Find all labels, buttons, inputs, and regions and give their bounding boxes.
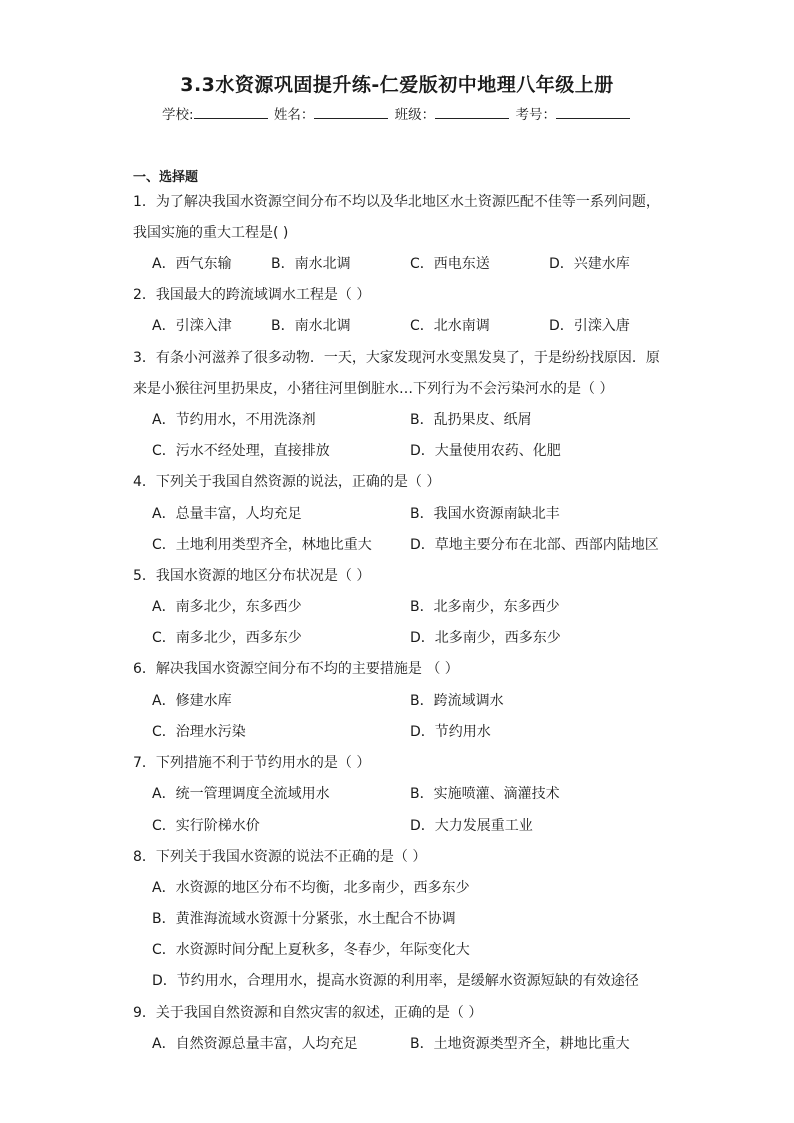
school-label: 学校: [162, 107, 194, 123]
question-stem: 来是小猴往河里扔果皮，小猪往河里倒脏水…下列行为不会污染河水的是（ ） [133, 381, 614, 397]
option-c: C．实行阶梯水价 [152, 818, 260, 834]
option-d: D．节约用水，合理用水，提高水资源的利用率，是缓解水资源短缺的有效途径 [152, 973, 639, 989]
option-d: D．兴建水库 [549, 256, 630, 272]
question-stem: 8．下列关于我国水资源的说法不正确的是（ ） [133, 849, 427, 865]
question-stem: 4．下列关于我国自然资源的说法，正确的是（ ） [133, 474, 441, 490]
option-a: A．引滦入津 [152, 318, 232, 334]
option-a: A．统一管理调度全流域用水 [152, 786, 330, 802]
page-title: 3.3水资源巩固提升练-仁爱版初中地理八年级上册 [180, 74, 614, 96]
option-a: A．水资源的地区分布不均衡，北多南少，西多东少 [152, 880, 470, 896]
option-b: B．北多南少，东多西少 [410, 599, 560, 615]
exam-no-blank[interactable] [556, 106, 630, 119]
option-b: B．乱扔果皮、纸屑 [410, 412, 532, 428]
option-d: D．大量使用农药、化肥 [410, 443, 561, 459]
option-c: C．治理水污染 [152, 724, 246, 740]
option-c: C．北水南调 [410, 318, 490, 334]
option-a: A．修建水库 [152, 693, 232, 709]
option-c: C．水资源时间分配上夏秋多，冬春少，年际变化大 [152, 942, 470, 958]
option-d: D．引滦入唐 [549, 318, 630, 334]
name-label: 姓名： [273, 107, 315, 123]
option-b: B．土地资源类型齐全，耕地比重大 [410, 1036, 630, 1052]
option-b: B．实施喷灌、滴灌技术 [410, 786, 560, 802]
option-a: A．节约用水，不用洗涤剂 [152, 412, 316, 428]
option-d: D．节约用水 [410, 724, 491, 740]
question-stem: 7．下列措施不利于节约用水的是（ ） [133, 755, 371, 771]
option-b: B．南水北调 [271, 318, 351, 334]
option-a: A．总量丰富，人均充足 [152, 506, 302, 522]
option-a: A．自然资源总量丰富，人均充足 [152, 1036, 358, 1052]
section-title: 一、选择题 [133, 170, 199, 185]
school-blank[interactable] [194, 106, 268, 119]
student-info-row [0, 103, 794, 123]
option-b: B．南水北调 [271, 256, 351, 272]
name-blank[interactable] [314, 106, 388, 119]
option-d: D．草地主要分布在北部、西部内陆地区 [410, 537, 659, 553]
question-stem: 2．我国最大的跨流域调水工程是（ ） [133, 287, 371, 303]
option-b: B．跨流域调水 [410, 693, 504, 709]
question-stem: 9．关于我国自然资源和自然灾害的叙述，正确的是（ ） [133, 1005, 483, 1021]
class-blank[interactable] [435, 106, 509, 119]
option-a: A．南多北少，东多西少 [152, 599, 302, 615]
option-b: B．黄淮海流域水资源十分紧张，水土配合不协调 [152, 911, 456, 927]
question-stem: 6．解决我国水资源空间分布不均的主要措施是 （ ） [133, 661, 459, 677]
option-d: D．北多南少，西多东少 [410, 630, 561, 646]
option-c: C．土地利用类型齐全，林地比重大 [152, 537, 372, 553]
exam-no-label: 考号： [515, 107, 556, 123]
question-stem: 5．我国水资源的地区分布状况是（ ） [133, 568, 371, 584]
option-c: C．西电东送 [410, 256, 490, 272]
option-a: A．西气东输 [152, 256, 232, 272]
question-stem: 我国实施的重大工程是( ) [133, 225, 289, 241]
option-c: C．污水不经处理，直接排放 [152, 443, 330, 459]
option-d: D．大力发展重工业 [410, 818, 533, 834]
class-label: 班级： [394, 107, 436, 123]
question-stem: 1．为了解决我国水资源空间分布不均以及华北地区水土资源匹配不佳等一系列问题， [133, 194, 660, 210]
option-b: B．我国水资源南缺北丰 [410, 506, 560, 522]
option-c: C．南多北少，西多东少 [152, 630, 302, 646]
question-stem: 3．有条小河滋养了很多动物．一天，大家发现河水变黑发臭了，于是纷纷找原因．原 [133, 350, 660, 366]
